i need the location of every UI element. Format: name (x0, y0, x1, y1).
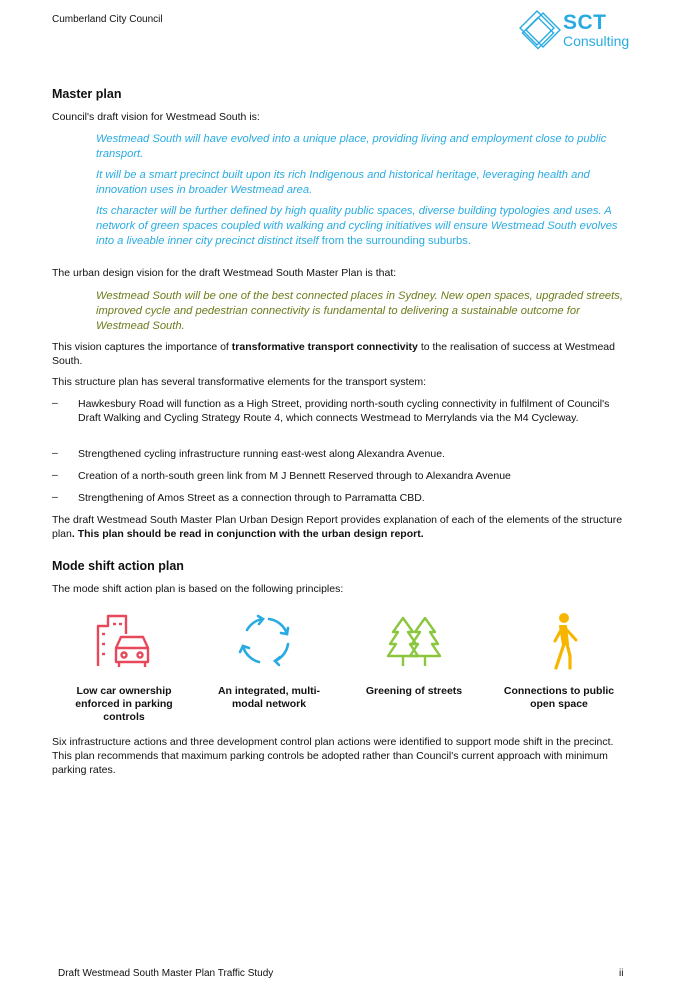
captures-paragraph (52, 340, 632, 368)
vision-paragraph-1: Westmead South will have evolved into a unique place, providing living and employment close to public transport. (96, 133, 607, 160)
mode-shift-intro: The mode shift action plan is based on the following principles: (52, 583, 344, 595)
logo-main-text: SCT (563, 11, 607, 34)
urban-vision-intro: The urban design vision for the draft Westmead South Master Plan is that: (52, 267, 397, 279)
header-org: Cumberland City Council (52, 14, 163, 25)
trees-icon (385, 612, 445, 675)
principle-label: Greening of streets (365, 685, 463, 697)
bullet-dash: – (52, 447, 58, 459)
logo-sub-text: Consulting (563, 33, 630, 49)
captures-bold: transformative transport connectivity (231, 341, 418, 353)
page-number: ii (619, 968, 624, 979)
building-car-icon (94, 612, 154, 675)
mode-shift-summary: Six infrastructure actions and three development control plan actions were identified to support mode shift in the precinct. This plan recommends that maximum parking controls be adopted rather than Council's current approach with minimum parking rates. (52, 736, 614, 776)
bullet-dash: – (52, 397, 58, 409)
report-text: The draft Westmead South Master Plan Urban Design Report provides explanation of each of the elements of the structure plan (52, 514, 623, 540)
bullet-dash: – (52, 491, 58, 503)
bullet-item: Hawkesbury Road will function as a High Street, providing north-south cycling connectivity in fulfilment of Council's Draft Walking and Cycling Strategy Route 4, which connects Westmead to Merrylands via the M4 Cycleway. (78, 398, 610, 424)
vision-paragraph-3 (96, 204, 632, 249)
sct-logo (517, 8, 639, 52)
bullet-item: Strengthening of Amos Street as a connection through to Parramatta CBD. (78, 492, 425, 504)
bullet-dash: – (52, 469, 58, 481)
bullet-item: Creation of a north-south green link from M J Bennett Reserved through to Alexandra Avenue (78, 470, 511, 482)
principle-label: Connections to public open space (503, 685, 615, 710)
vision-paragraph-2: It will be a smart precinct built upon its rich Indigenous and historical heritage, leveraging health and innovation uses in broader Westmead area. (96, 169, 590, 196)
urban-vision-quote: Westmead South will be one of the best connected places in Sydney. New open spaces, upgraded streets, improved cycle and pedestrian connectivity is fundamental to delivering a sustainable outcome for Westmead South. (96, 290, 623, 332)
mode-shift-heading: Mode shift action plan (52, 559, 184, 573)
vision-paragraph-3-main: Its character will be further defined by high quality public spaces, diverse building typologies and uses. A network of green spaces coupled with walking and cycling initiatives will ensure Westmead South evolves into a liveable inner city precinct distinct itself (96, 205, 618, 247)
master-plan-intro: Council's draft vision for Westmead South is: (52, 111, 260, 123)
captures-text-a: This vision captures the importance of (52, 341, 232, 353)
principle-label: Low car ownership enforced in parking controls (75, 685, 173, 723)
sct-logo-icon (517, 8, 563, 52)
structure-intro: This structure plan has several transformative elements for the transport system: (52, 376, 427, 388)
vision-paragraph-3-end: from the surrounding suburbs. (318, 235, 471, 247)
walking-person-icon (536, 612, 596, 675)
principle-label: An integrated, multi-modal network (217, 685, 321, 710)
bullet-item: Strengthened cycling infrastructure running east-west along Alexandra Avenue. (78, 448, 445, 460)
report-paragraph (52, 513, 632, 541)
captures-text-b: to the realisation of success at Westmead South. (52, 341, 615, 367)
master-plan-heading: Master plan (52, 87, 122, 101)
footer-title: Draft Westmead South Master Plan Traffic Study (58, 968, 274, 979)
cycle-arrows-icon (235, 612, 295, 675)
report-bold: . This plan should be read in conjunction with the urban design report. (71, 528, 424, 540)
